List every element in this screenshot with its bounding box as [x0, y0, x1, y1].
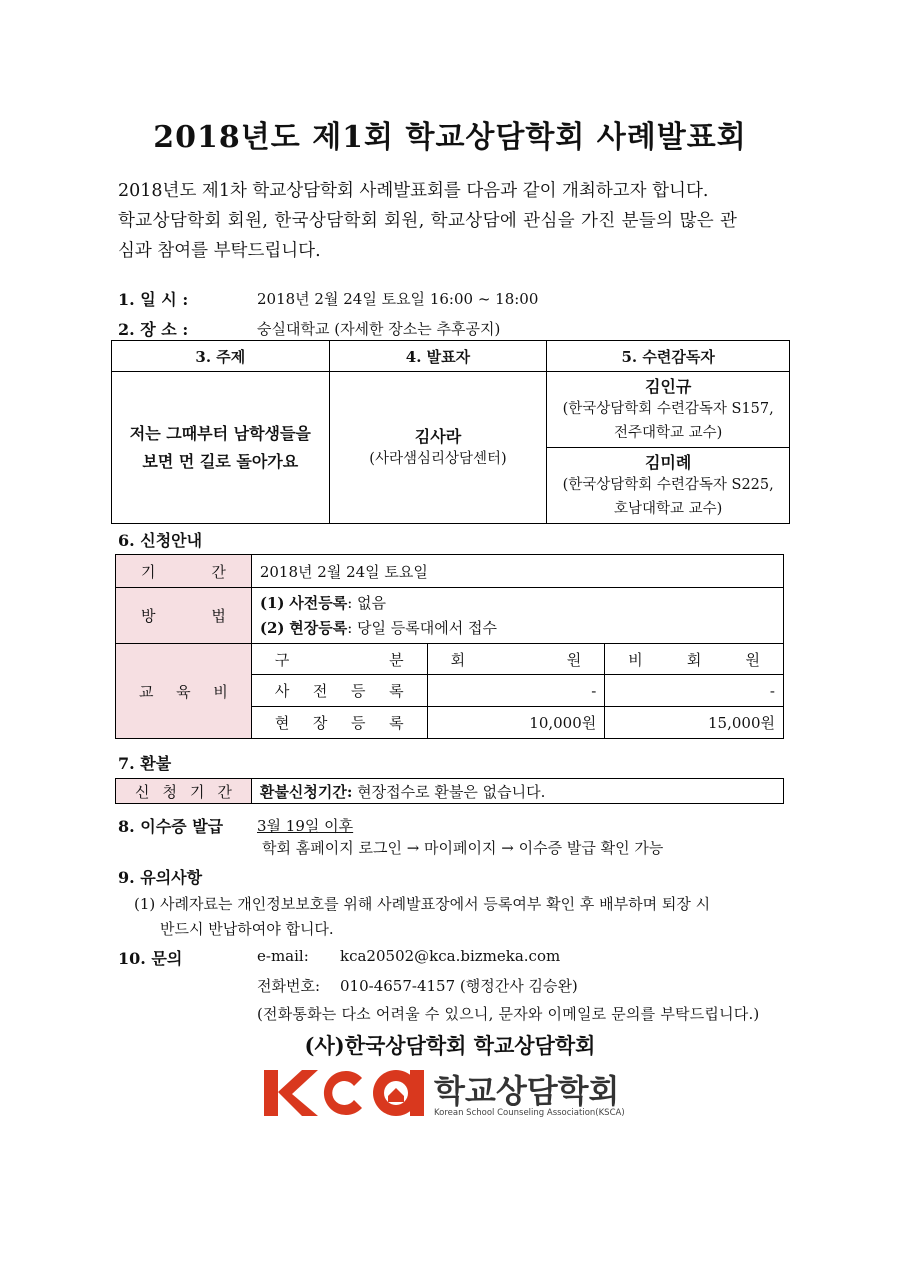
presenter-cell	[329, 372, 547, 524]
refund-bold: 환불신청기간:	[259, 782, 353, 801]
label-char: 비	[213, 682, 228, 701]
row-char: 현	[274, 714, 290, 732]
period-label	[116, 555, 252, 588]
label-char: 청	[162, 782, 177, 801]
supervisor-info: 전주대학교 교수)	[613, 425, 723, 441]
date-value: 2018년 2월 24일 토요일 16:00 ~ 18:00	[257, 290, 539, 308]
method-desc: : 당일 등록대에서 접수	[347, 618, 498, 637]
header-char: 구	[274, 650, 290, 669]
supervisor-cell	[547, 372, 790, 448]
method-num: (1)	[259, 593, 285, 612]
label-char: 간	[211, 562, 226, 581]
label-char: 육	[176, 682, 191, 701]
supervisor-cell	[547, 448, 790, 524]
header-char: 회	[450, 650, 466, 669]
fee-header-member	[427, 644, 605, 675]
fee-label	[116, 644, 252, 739]
method-line	[260, 616, 782, 641]
refund-label	[116, 779, 252, 804]
fee-member-value: 10,000원	[427, 707, 605, 739]
method-type: 현장등록	[289, 618, 348, 637]
label-char: 신	[135, 782, 150, 801]
method-num: (2)	[259, 618, 285, 637]
row-char: 등	[351, 714, 366, 732]
refund-heading: 7. 환불	[118, 754, 172, 773]
label-char: 간	[217, 782, 232, 801]
label-char: 기	[141, 562, 156, 581]
period-value: 2018년 2월 24일 토요일	[251, 555, 783, 588]
fee-nonmember-value: 15,000원	[605, 707, 784, 739]
supervisor-info: 호남대학교 교수)	[613, 501, 723, 517]
header-char: 원	[566, 650, 582, 669]
logo-subtitle: Korean School Counseling Association(KSCA)	[434, 1108, 625, 1118]
supervisor-name: 김인규	[644, 377, 692, 396]
phone-value: 010-4657-4157 (행정간사 김승완)	[340, 977, 578, 995]
notes-heading: 9. 유의사항	[118, 868, 203, 887]
presenter-name: 김사라	[414, 427, 462, 446]
logo-title: 학교상담학회	[434, 1072, 620, 1110]
speakers-table	[111, 340, 790, 524]
method-desc: : 없음	[347, 593, 387, 612]
label-char: 기	[189, 782, 205, 801]
label-char: 교	[139, 682, 154, 701]
supervisor-info: (한국상담학회 수련감독자 S157,	[562, 401, 774, 417]
supervisor-info: (한국상담학회 수련감독자 S225,	[562, 477, 774, 493]
header-presenter: 4. 발표자	[329, 341, 547, 372]
contact-note: (전화통화는 다소 어려울 수 있으니, 문자와 이메일로 문의를 부탁드립니다.)	[257, 1005, 760, 1023]
certificate-label: 8. 이수증 발급	[118, 817, 224, 836]
venue-value: 숭실대학교 (자세한 장소는 추후공지)	[257, 320, 501, 338]
row-char: 사	[274, 682, 290, 700]
intro-paragraph	[118, 176, 788, 266]
topic-cell	[112, 372, 330, 524]
notes-line: (1) 사례자료는 개인정보보호를 위해 사례발표장에서 등록여부 확인 후 배부하며 퇴장 시	[134, 895, 711, 913]
method-line	[260, 591, 782, 616]
fee-member-value: -	[427, 675, 605, 707]
fee-header-nonmember	[605, 644, 784, 675]
phone-label: 전화번호:	[257, 977, 321, 995]
row-char: 록	[389, 682, 404, 700]
method-value	[251, 588, 783, 644]
fee-row-type	[251, 707, 427, 739]
row-char: 등	[351, 682, 366, 700]
intro-line: 학교상담학회 회원, 한국상담학회 회원, 학교상담에 관심을 가진 분들의 많은 관	[118, 211, 738, 231]
supervisor-name: 김미례	[644, 453, 692, 472]
topic-line: 저는 그때부터 남학생들을	[129, 423, 311, 443]
label-char: 법	[211, 607, 226, 625]
registration-table	[115, 554, 784, 739]
header-char: 원	[745, 650, 760, 669]
header-char: 분	[389, 650, 404, 669]
row-char: 록	[389, 714, 404, 732]
notes-line: 반드시 반납하여야 합니다.	[160, 920, 334, 938]
certificate-date: 3월 19일 이후	[257, 817, 354, 835]
certificate-path: 학회 홈페이지 로그인 → 마이페이지 → 이수증 발급 확인 가능	[262, 839, 664, 857]
kca-logo-icon	[262, 1064, 432, 1120]
header-char: 비	[628, 650, 643, 669]
header-topic: 3. 주제	[112, 341, 330, 372]
refund-text: 현장접수로 환불은 없습니다.	[352, 782, 546, 801]
intro-line: 2018년도 제1차 학교상담학회 사례발표회를 다음과 같이 개최하고자 합니다.	[118, 181, 709, 201]
row-char: 전	[312, 682, 328, 700]
email-label: e-mail:	[257, 947, 309, 965]
contact-heading: 10. 문의	[118, 949, 183, 968]
label-char: 방	[141, 607, 156, 625]
venue-label: 2. 장 소 :	[118, 320, 189, 339]
topic-line: 보면 먼 길로 돌아가요	[142, 451, 299, 471]
page-title: 2018년도 제1회 학교상담학회 사례발표회	[153, 120, 747, 155]
row-char: 장	[312, 714, 328, 732]
refund-value	[251, 779, 783, 804]
header-char: 회	[686, 650, 702, 669]
date-label: 1. 일 시 :	[118, 290, 189, 309]
fee-row-type	[251, 675, 427, 707]
fee-nonmember-value: -	[605, 675, 784, 707]
method-label	[116, 588, 252, 644]
presenter-org: (사라샘심리상담센터)	[369, 451, 507, 467]
org-name: (사)한국상담학회 학교상담학회	[304, 1033, 596, 1058]
email-value: kca20502@kca.bizmeka.com	[340, 947, 561, 965]
method-type: 사전등록	[289, 593, 348, 612]
header-supervisor: 5. 수련감독자	[547, 341, 790, 372]
refund-table	[115, 778, 784, 804]
fee-header-type	[251, 644, 427, 675]
intro-line: 심과 참여를 부탁드립니다.	[118, 241, 321, 261]
ksca-logo	[262, 1064, 642, 1124]
registration-heading: 6. 신청안내	[118, 531, 203, 550]
